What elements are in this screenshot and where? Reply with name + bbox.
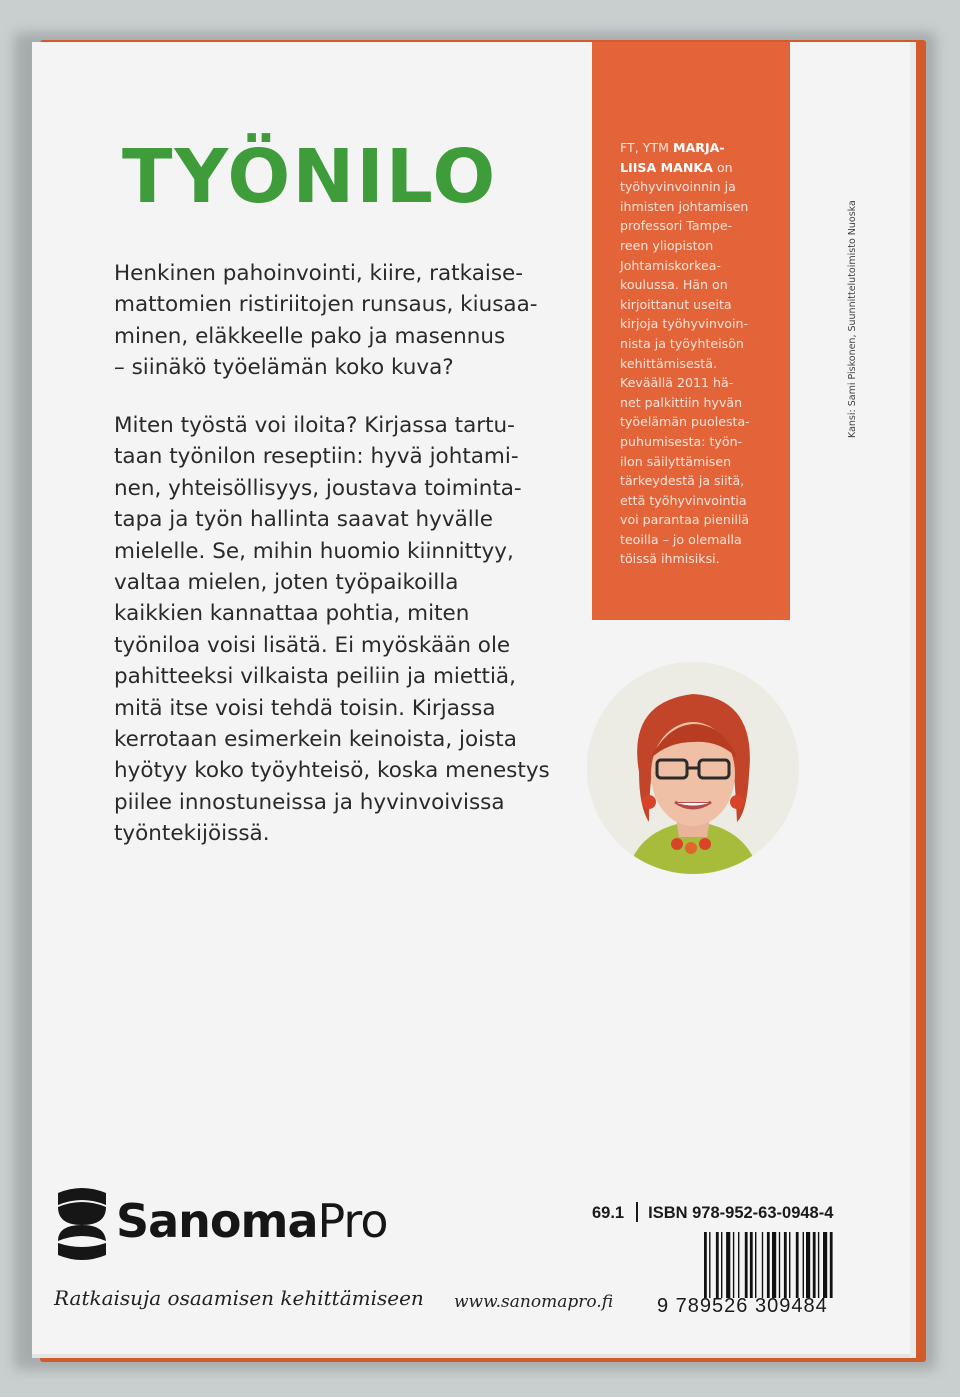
blurb-paragraph-1: Henkinen pahoinvointi, kiire, ratkaise- mattomien ristiriitojen runsaus, kiusaa- minen, eläkkeelle pako ja masennus – siinäkö työelämän koko kuva?	[114, 261, 538, 381]
classification-code: 69.1	[592, 1204, 625, 1222]
bio-line: puhumisesta: työn-	[620, 433, 743, 449]
bio-line: tärkeydestä ja siitä,	[620, 473, 745, 489]
bio-line: voi parantaa pienillä	[620, 512, 750, 528]
bio-line: ilon säilyttämisen	[620, 453, 732, 469]
cover-credit: Kansi: Sami Piskonen, Suunnittelutoimisto Nuoska	[847, 200, 858, 438]
brand-sanoma: Sanoma	[116, 1194, 318, 1248]
bio-line: nista ja työyhteisön	[620, 335, 744, 351]
bio-text: on	[712, 159, 733, 175]
bio-line: Keväällä 2011 hä-	[620, 375, 734, 391]
bio-line	[620, 138, 780, 158]
publisher-website: www.sanomapro.fi	[454, 1292, 614, 1312]
author-name-part1: MARJA-	[672, 140, 725, 155]
bio-degree: FT, YTM	[620, 140, 673, 155]
bio-line	[620, 158, 780, 178]
brand-pro: Pro	[317, 1194, 388, 1248]
bio-line: net palkittiin hyvän	[620, 394, 743, 410]
barcode-number: 9 789526 309484	[657, 1295, 828, 1317]
bio-line: koulussa. Hän on	[620, 277, 728, 293]
isbn-text: ISBN 978-952-63-0948-4	[648, 1204, 834, 1222]
bio-line: kirjoja työhyvinvoin-	[620, 316, 749, 332]
bio-line: että työhyvinvointia	[620, 492, 747, 508]
bio-line: Johtamiskorkea-	[620, 257, 721, 273]
book-title: TYÖNILO	[122, 134, 498, 220]
publisher-tagline: Ratkaisuja osaamisen kehittämiseen	[54, 1286, 424, 1310]
bio-line: reen yliopiston	[620, 237, 714, 253]
author-portrait-image	[587, 662, 799, 874]
bio-line: työelämän puolesta-	[620, 414, 750, 430]
isbn-row	[592, 1202, 833, 1223]
author-name-part2: LIISA MANKA	[620, 159, 713, 175]
book-back-cover	[32, 42, 916, 1358]
bio-line: kirjoittanut useita	[620, 296, 732, 312]
barcode-icon	[704, 1232, 864, 1298]
bio-line: kehittämisestä.	[620, 355, 717, 371]
bio-line: työhyvinvoinnin ja	[620, 179, 736, 195]
isbn-separator	[636, 1202, 638, 1222]
blurb-paragraph-2: Miten työstä voi iloita? Kirjassa tartu- taan työnilon reseptiin: hyvä johtami- nen, yhteisöllisyys, joustava toiminta- tapa ja työn hallinta saavat hyvälle mielelle. Se, mihin huomio kiinnittyy, valtaa mielen, joten työpaikoilla kaikkien kannattaa pohtia, miten työniloa voisi lisätä. Ei myöskään ole pahitteeksi vilkaista peiliin ja miettiä, mitä itse voisi tehdä toisin. Kirjassa kerrotaan esimerkein keinoista, joista hyötyy koko työyhteisö, koska menestys piilee innostuneissa ja hyvinvoivissa työntekijöissä.	[114, 413, 550, 847]
bio-line: professori Tampe-	[620, 218, 733, 234]
bio-line: ihmisten johtamisen	[620, 198, 749, 214]
bio-line: teoilla – jo olemalla	[620, 531, 742, 547]
author-portrait	[587, 662, 799, 874]
sanoma-logo-icon	[52, 1185, 112, 1263]
publisher-brand	[116, 1194, 387, 1248]
author-bio-box	[592, 42, 790, 620]
bio-line: töissä ihmisiksi.	[620, 551, 720, 567]
